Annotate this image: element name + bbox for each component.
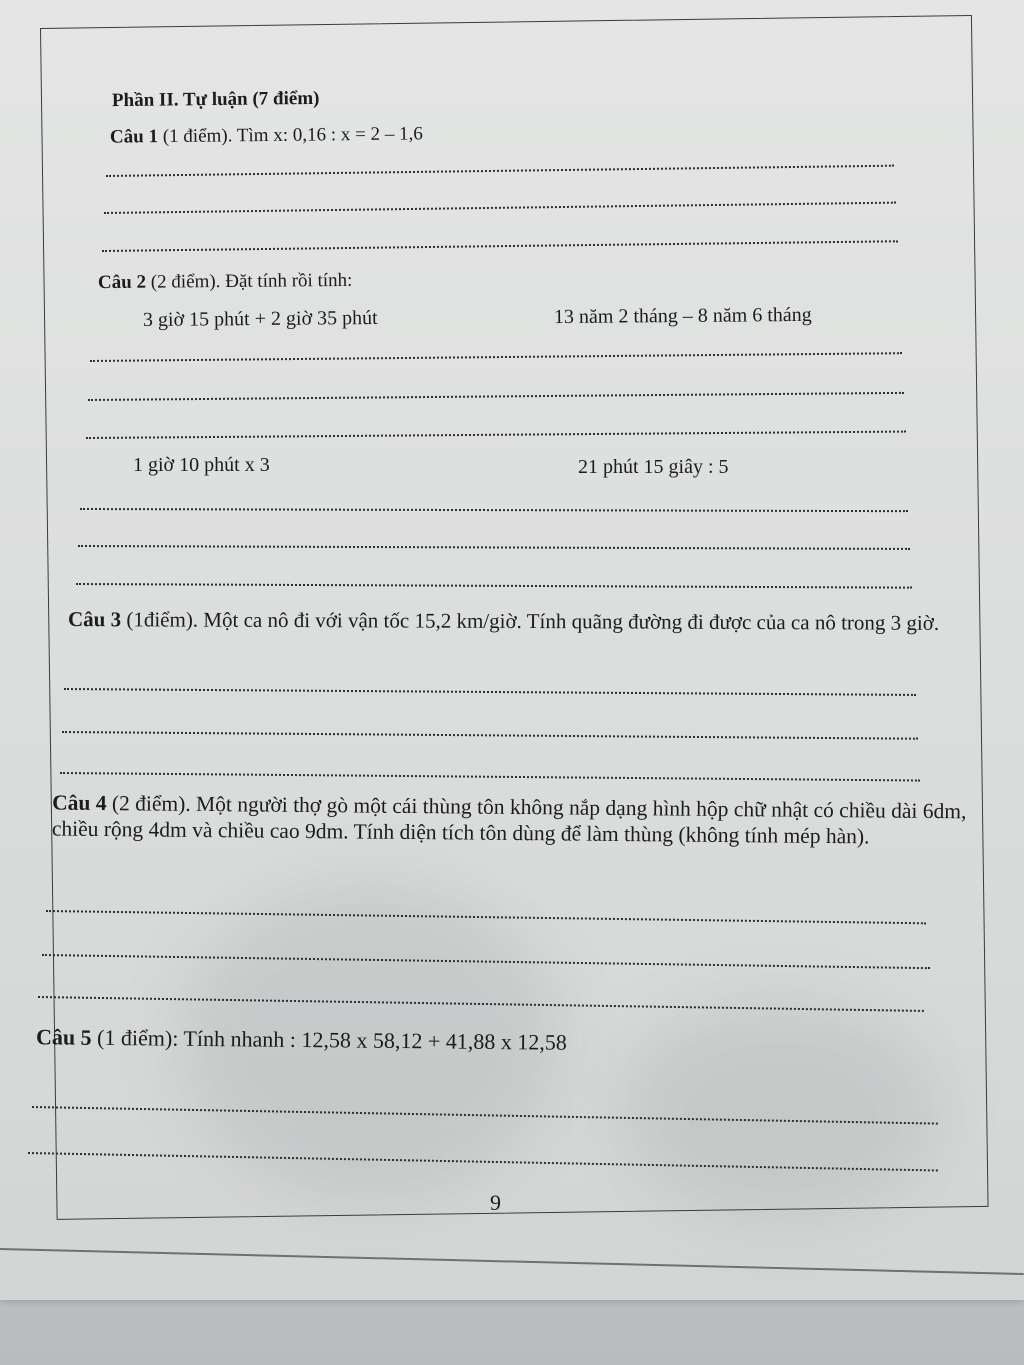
answer-line bbox=[106, 165, 894, 177]
answer-line bbox=[42, 954, 930, 969]
answer-line bbox=[38, 996, 924, 1012]
question-2 bbox=[98, 269, 353, 295]
question-2-item-1: 3 giờ 15 phút + 2 giờ 35 phút bbox=[142, 306, 378, 332]
question-5-label: Câu 5 bbox=[35, 1024, 92, 1050]
answer-line bbox=[64, 688, 916, 696]
question-4-label: Câu 4 bbox=[52, 790, 107, 816]
page-number: 9 bbox=[490, 1190, 501, 1215]
question-1-label: Câu 1 bbox=[109, 126, 159, 148]
answer-line bbox=[32, 1106, 938, 1125]
question-5 bbox=[36, 1023, 567, 1056]
question-2-label: Câu 2 bbox=[97, 271, 147, 294]
answer-line bbox=[46, 910, 926, 924]
answer-line bbox=[76, 583, 912, 589]
question-4-text: (2 điểm). Một người thợ gò một cái thùng tôn không nắp dạng hình hộp chữ nhật có chiều dài 6dm, chiều rộng 4dm và chiều cao 9dm. Tính diện tích tôn dùng để làm thùng (không tính mép hàn). bbox=[51, 791, 967, 849]
answer-line bbox=[78, 545, 910, 550]
answer-line bbox=[28, 1152, 938, 1171]
question-2-text: (2 điểm). Đặt tính rồi tính: bbox=[145, 269, 353, 293]
question-1-text: (1 điểm). Tìm x: 0,16 : x = 2 – 1,6 bbox=[157, 123, 423, 148]
question-4 bbox=[52, 791, 978, 851]
answer-line bbox=[102, 240, 898, 252]
section-title: Phần II. Tự luận (7 điểm) bbox=[111, 87, 320, 112]
question-3-label: Câu 3 bbox=[67, 607, 122, 632]
question-1 bbox=[110, 122, 423, 149]
question-2-item-4: 21 phút 15 giây : 5 bbox=[578, 456, 729, 478]
question-2-item-3: 1 giờ 10 phút x 3 bbox=[133, 454, 270, 476]
question-2-item-2: 13 năm 2 tháng – 8 năm 6 tháng bbox=[553, 303, 812, 329]
answer-line bbox=[62, 731, 918, 740]
answer-line bbox=[60, 772, 920, 782]
question-3 bbox=[68, 606, 968, 636]
answer-line bbox=[90, 352, 902, 362]
answer-line bbox=[104, 202, 896, 214]
answer-line bbox=[88, 392, 904, 401]
answer-line bbox=[86, 431, 906, 439]
question-3-text: (1điểm). Một ca nô đi với vận tốc 15,2 km/giờ. Tính quãng đường đi được của ca nô trong 3 giờ. bbox=[121, 607, 940, 635]
question-5-text: (1 điểm): Tính nhanh : 12,58 x 58,12 + 41,88 x 12,58 bbox=[91, 1024, 567, 1055]
answer-line bbox=[80, 508, 908, 512]
